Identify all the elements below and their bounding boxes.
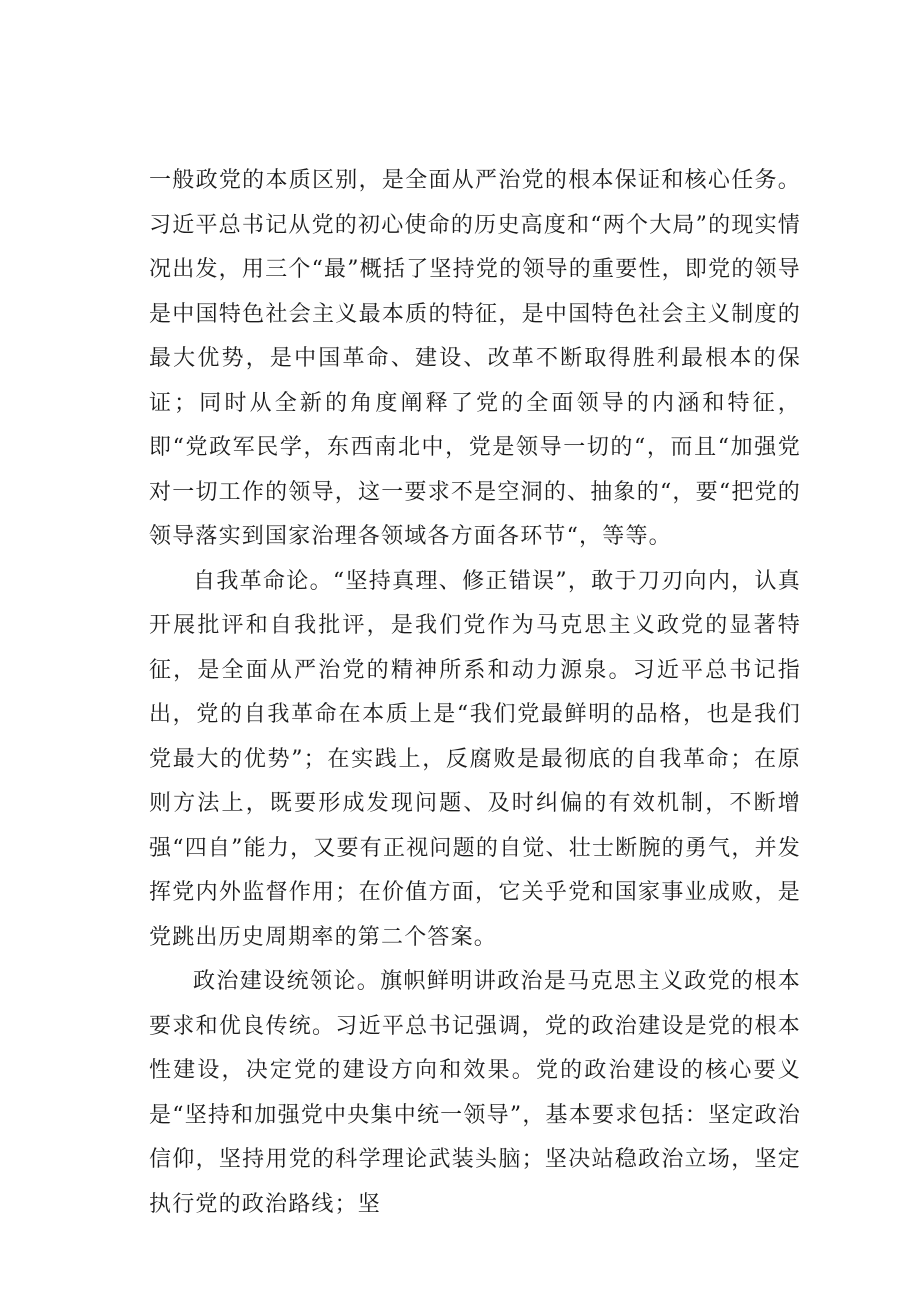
- document-body: [149, 159, 801, 1227]
- paragraph-continued: 一般政党的本质区别，是全面从严治党的根本保证和核心任务。习近平总书记从党的初心使命的历史高度和“两个大局”的现实情况出发，用三个“最”概括了坚持党的领导的重要性，即党的领导是中国特色社会主义最本质的特征，是中国特色社会主义制度的最大优势，是中国革命、建设、改革不断取得胜利最根本的保证；同时从全新的角度阐释了党的全面领导的内涵和特征，即“党政军民学，东西南北中，党是领导一切的“，而且“加强党对一切工作的领导，这一要求不是空洞的、抽象的“，要“把党的领导落实到国家治理各领域各方面各环节“，等等。: [149, 168, 801, 549]
- paragraph-self-revolution: 自我革命论。“坚持真理、修正错误”，敢于刀刃向内，认真开展批评和自我批评，是我们党作为马克思主义政党的显著特征，是全面从严治党的精神所系和动力源泉。习近平总书记指出，党的自我革命在本质上是“我们党最鲜明的品格，也是我们党最大的优势”；在实践上，反腐败是最彻底的自我革命；在原则方法上，既要形成发现问题、及时纠偏的有效机制，不断增强“四自”能力，又要有正视问题的自觉、壮士断腕的勇气，并发挥党内外监督作用；在价值方面，它关乎党和国家事业成败，是党跳出历史周期率的第二个答案。: [149, 568, 801, 950]
- paragraph-political-construction: 政治建设统领论。旗帜鲜明讲政治是马克思主义政党的根本要求和优良传统。习近平总书记强调，党的政治建设是党的根本性建设，决定党的建设方向和效果。党的政治建设的核心要义是“坚持和加强党中央集中统一领导”，基本要求包括：坚定政治信仰，坚持用党的科学理论武装头脑；坚决站稳政治立场，坚定执行党的政治路线；坚: [149, 969, 801, 1217]
